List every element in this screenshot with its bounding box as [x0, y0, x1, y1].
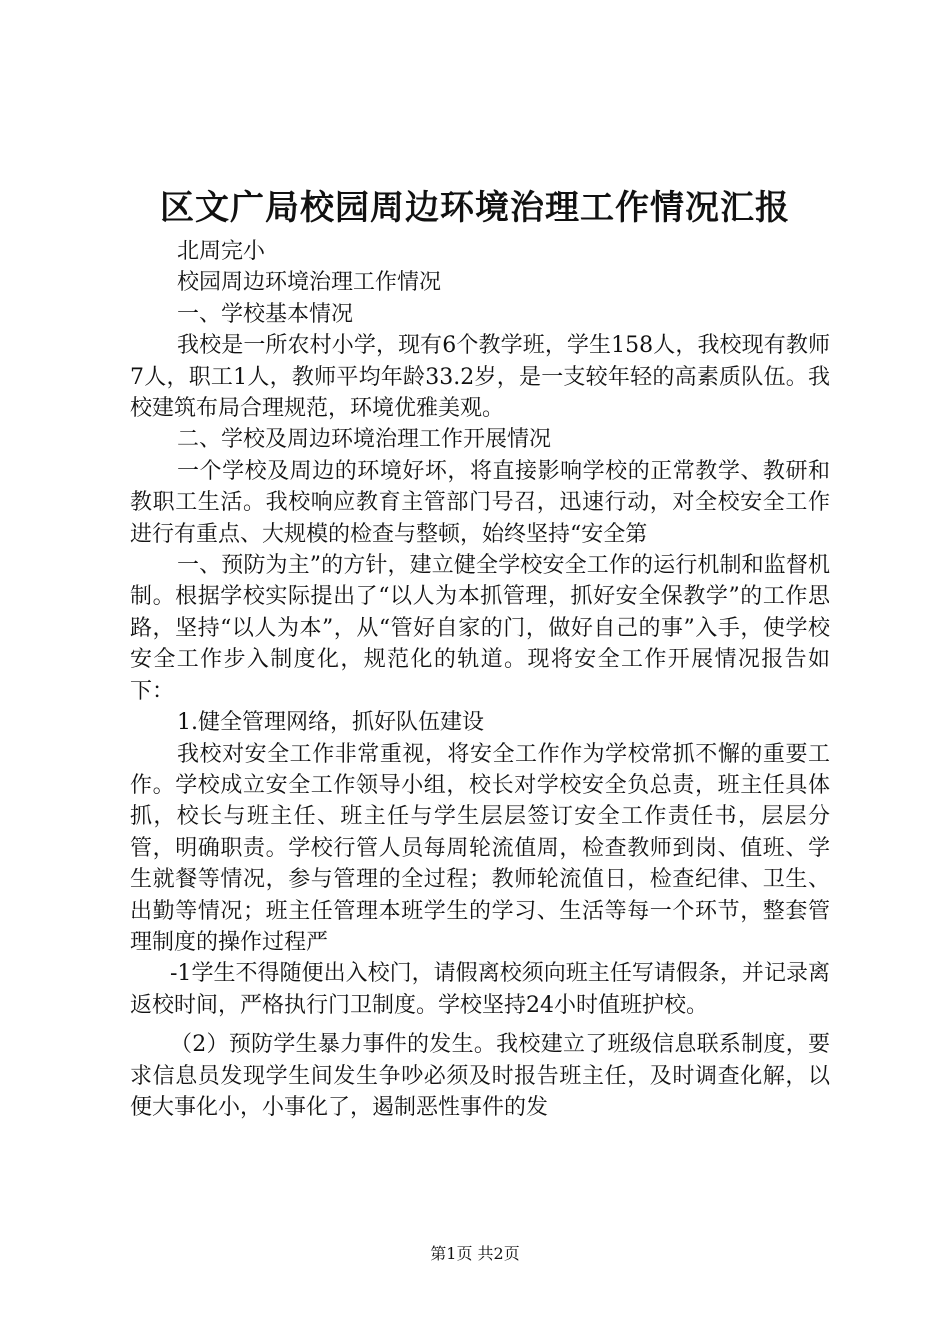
page-footer: 第1页 共2页: [430, 1244, 520, 1263]
paragraph-school-name: 北周完小: [177, 239, 266, 264]
paragraph-violence-prevention: （2）预防学生暴力事件的发生。我校建立了班级信息联系制度，要求信息员发现学生间发生争吵必须及时报告班主任，及时调查化解，以便大事化小，小事化了，遏制恶性事件的发: [130, 1032, 830, 1120]
paragraph-basic-info: 我校是一所农村小学，现有6个教学班，学生158人，我校现有教师7人，职工1人，教师平均年龄33.2岁，是一支较年轻的高素质队伍。我校建筑布局合理规范，环境优雅美观。: [130, 333, 830, 422]
section-heading-1: 一、学校基本情况: [177, 301, 354, 327]
paragraph-management-detail: 我校对安全工作非常重视，将安全工作作为学校常抓不懈的重要工作。学校成立安全工作领导小组，校长对学校安全负总责，班主任具体抓，校长与班主任、班主任与学生层层签订安全工作责任书，层层分管，明确职责。学校行管人员每周轮流值周，检查教师到岗、值班、学生就餐等情况，参与管理的全过程；教师轮流值日，检查纪律、卫生、出勤等情况；班主任管理本班学生的学习、生活等每一个环节，整套管理制度的操作过程严: [130, 741, 830, 955]
document-body: [130, 236, 830, 1123]
paragraph-environment: 一个学校及周边的环境好坏，将直接影响学校的正常教学、教研和教职工生活。我校响应教育主管部门号召，迅速行动，对全校安全工作进行有重点、大规模的检查与整顿，始终坚持“安全第: [130, 458, 830, 547]
paragraph-safety-policy: 一、预防为主”的方针，建立健全学校安全工作的运行机制和监督机制。根据学校实际提出了“以人为本抓管理，抓好安全保教学”的工作思路，坚持“以人为本”，从“管好自家的门，做好自己的事”入手，使学校安全工作步入制度化，规范化的轨道。现将安全工作开展情况报告如下：: [130, 553, 830, 704]
paragraph-subtitle: 校园周边环境治理工作情况: [177, 270, 442, 296]
section-heading-2: 二、学校及周边环境治理工作开展情况: [177, 427, 552, 453]
paragraph-gate-rules: -1学生不得随便出入校门，请假离校须向班主任写请假条，并记录离返校时间，严格执行门卫制度。学校坚持24小时值班护校。: [130, 961, 830, 1018]
document-title: 区文广局校园周边环境治理工作情况汇报: [160, 188, 790, 228]
subheading-management-network: 1.健全管理网络，抓好队伍建设: [177, 710, 484, 736]
